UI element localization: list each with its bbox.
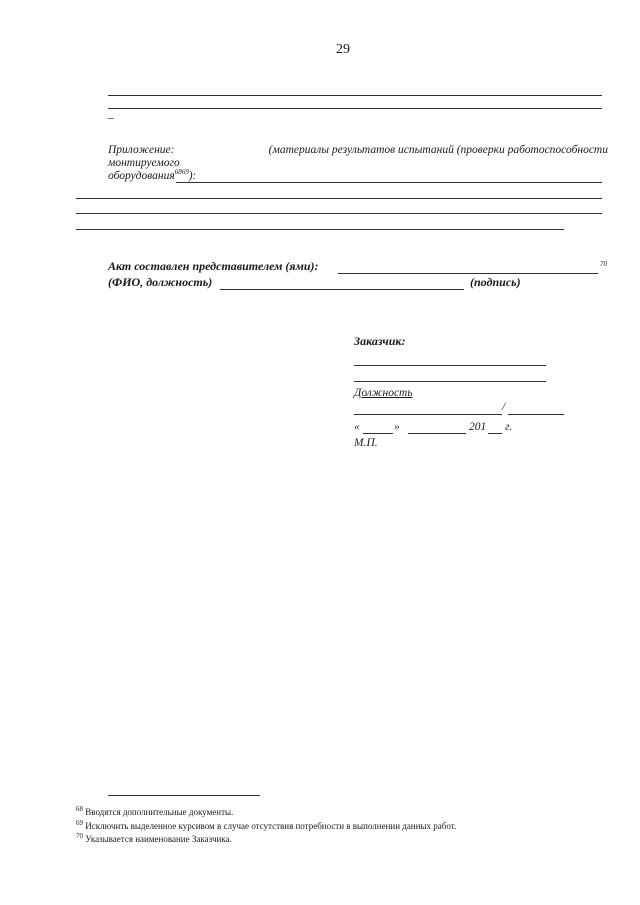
footnote-separator (108, 795, 260, 796)
customer-title: Заказчик: (354, 334, 406, 348)
appendix-label: Приложение: (108, 144, 175, 156)
appendix-line-1 (108, 144, 608, 157)
footnote-text: Вводятся дополнительные документы. (85, 807, 234, 817)
name-line (508, 414, 564, 415)
blank-line (108, 95, 602, 96)
signature-label: (подпись) (470, 275, 521, 289)
page-number: 29 (336, 42, 350, 57)
appendix-line-2: монтируемого (108, 157, 180, 169)
footnote-item (76, 806, 233, 818)
footnote-text: Указывается наименование Заказчика. (85, 834, 232, 844)
year-suffix: г. (505, 421, 513, 433)
blank-line (354, 381, 546, 382)
act-label: Акт составлен представителем (ями): (108, 259, 319, 273)
appendix-after: ): (188, 170, 197, 182)
date-close-quote: » (394, 421, 400, 433)
year-prefix: 201 (469, 421, 487, 433)
footnote-text: Исключить выделенное курсивом в случае отсутствия потребности в выполнении данных работ. (85, 821, 457, 831)
year-line (488, 433, 502, 434)
blank-line (108, 108, 602, 109)
footnote-number: 68 (76, 805, 83, 813)
signature-line (220, 289, 464, 290)
footnote-number: 70 (76, 832, 83, 840)
blank-line (76, 229, 564, 230)
fio-label: (ФИО, должность) (108, 275, 213, 289)
date-open-quote: « (354, 421, 360, 433)
blank-line (76, 198, 602, 199)
appendix-text: (материалы результатов испытаний (проверки работоспособности (268, 144, 608, 156)
signature-slash: / (502, 401, 506, 413)
top-dash: – (108, 112, 114, 124)
signature-line (338, 273, 598, 274)
day-line (363, 433, 393, 434)
blank-line (76, 213, 602, 214)
position-label: Должность (354, 387, 413, 399)
appendix-equipment: оборудования (108, 170, 175, 182)
footnote-item (76, 820, 456, 832)
footnote-item (76, 833, 232, 845)
stamp-label: М.П. (354, 437, 378, 449)
footnote-ref: 6869 (174, 168, 189, 177)
blank-line (354, 365, 546, 366)
blank-line (176, 182, 602, 183)
appendix-block (108, 144, 608, 183)
signature-line (354, 414, 502, 415)
footnote-ref: 70 (600, 260, 607, 268)
month-line (408, 433, 466, 434)
footnote-number: 69 (76, 819, 83, 827)
